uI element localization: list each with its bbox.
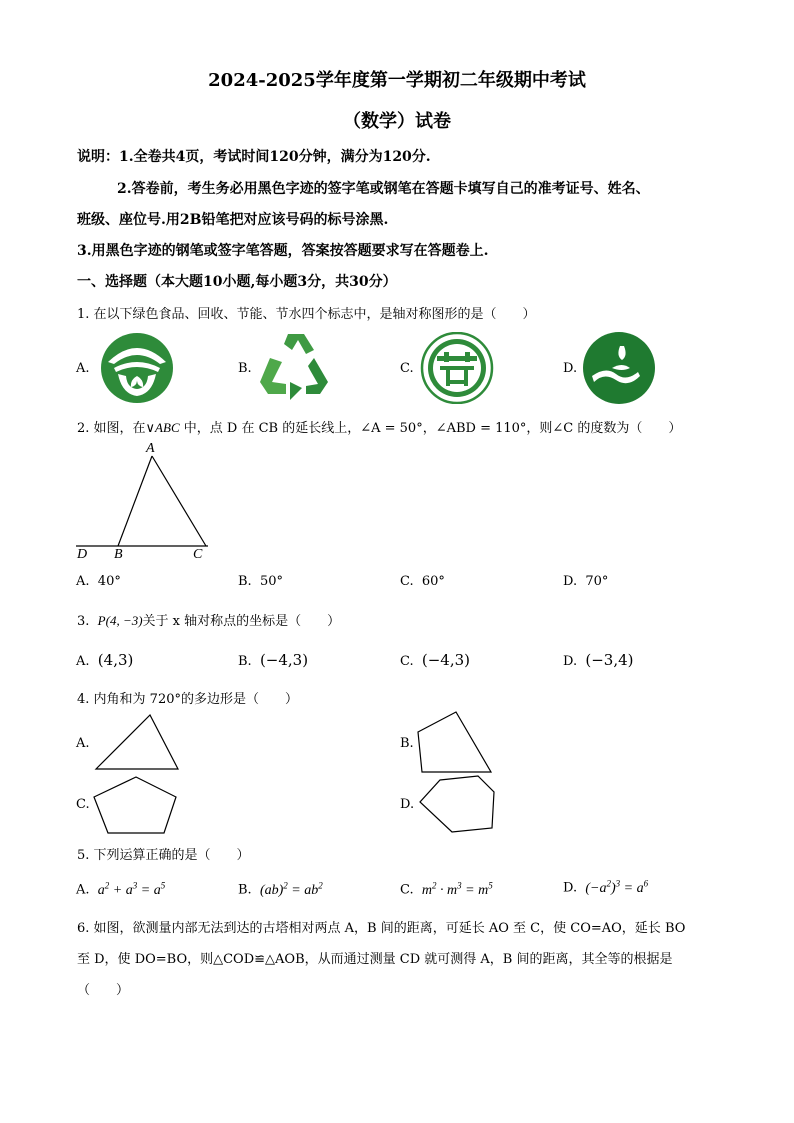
q1-option-b-label: B.	[238, 361, 252, 376]
water-saving-logo	[582, 332, 656, 404]
recycle-logo	[258, 332, 332, 402]
pentagon-shape	[92, 775, 180, 837]
energy-saving-logo	[420, 332, 494, 404]
fig-label-a: A	[146, 441, 155, 456]
q4-option-a-label: A.	[76, 736, 90, 751]
section-heading: 一、选择题（本大题10小题,每小题3分，共30分）	[77, 274, 397, 290]
q1-option-c-label: C.	[400, 361, 414, 376]
q2-option-c: C. 60°	[400, 574, 445, 589]
hexagon-shape	[418, 774, 498, 836]
question-3-stem: 3. P(4, −3)关于 x 轴对称点的坐标是（ ）	[77, 613, 341, 629]
note-line-2b: 班级、座位号.用2B铅笔把对应该号码的标号涂黑.	[77, 212, 389, 228]
q4-option-d-label: D.	[400, 797, 415, 812]
q4-option-b-label: B.	[400, 736, 414, 751]
question-6-line-1: 6. 如图，欲测量内部无法到达的古塔相对两点 A，B 间的距离，可延长 AO 至 C，使 CO=AO，延长 BO	[77, 921, 686, 936]
q1-option-d-label: D.	[563, 361, 578, 376]
q3-option-d: D. (−3,4)	[563, 651, 634, 669]
question-2-stem	[77, 417, 681, 436]
question-6-line-3: （ ）	[77, 983, 130, 998]
fig-label-c: C	[193, 547, 203, 562]
q3-option-c: C. (−4,3)	[400, 651, 471, 669]
triangle-shape	[94, 712, 182, 772]
fig-label-b: B	[114, 547, 123, 562]
q5-option-a: A. $a^2 + a^3 = a^5$	[76, 880, 166, 898]
question-5-stem: 5. 下列运算正确的是（ ）	[77, 848, 250, 863]
note-line-2a: 2.答卷前，考生务必用黑色字迹的签字笔或钢笔在答题卡填写自己的准考证号、姓名、	[117, 181, 650, 197]
note-line-1: 说明：1.全卷共4页，考试时间120分钟，满分为120分.	[77, 149, 431, 165]
question-6-line-2: 至 D，使 DO=BO，则△COD≌△AOB，从而通过测量 CD 就可测得 A，B 间的距离，其全等的根据是	[77, 952, 673, 967]
q1-option-a-label: A.	[76, 361, 90, 376]
q3-option-b: B. (−4,3)	[238, 651, 309, 669]
question-1-stem: 1. 在以下绿色食品、回收、节能、节水四个标志中，是轴对称图形的是（ ）	[77, 307, 536, 322]
q2-triangle-name: ∨ABC	[145, 420, 180, 435]
q5-option-b: B. $(ab)^2 = ab^2$	[238, 880, 323, 898]
question-4-stem: 4. 内角和为 720°的多边形是（ ）	[77, 692, 298, 707]
q5-option-d: D. $(-a^2)^3 = a^6$	[563, 878, 649, 896]
q5-option-c: C. $m^2 \cdot m^3 = m^5$	[400, 880, 493, 898]
q2-option-a: A. 40°	[76, 574, 121, 589]
q2-stem-text: 中，点 D 在 CB 的延长线上，∠A = 50°，∠ABD = 110°，则∠C 的度数为（ ）	[179, 421, 682, 436]
exam-title: 2024-2025学年度第一学期初二年级期中考试	[208, 70, 586, 91]
q2-option-d: D. 70°	[563, 574, 609, 589]
q2-option-b: B. 50°	[238, 574, 283, 589]
q4-option-c-label: C.	[76, 797, 90, 812]
q3-option-a: A. (4,3)	[76, 651, 134, 669]
quadrilateral-shape	[416, 710, 494, 776]
green-food-logo	[100, 332, 174, 404]
q3-point: P(4, −3)	[97, 613, 143, 628]
q3-stem-text: 关于 x 轴对称点的坐标是（ ）	[142, 614, 341, 629]
fig-label-d: D	[77, 547, 88, 562]
q2-stem-prefix: 2. 如图，在	[77, 421, 146, 436]
exam-subtitle: （数学）试卷	[343, 111, 451, 132]
note-line-3: 3.用黑色字迹的钢笔或签字笔答题，答案按答题要求写在答题卷上.	[77, 243, 489, 259]
